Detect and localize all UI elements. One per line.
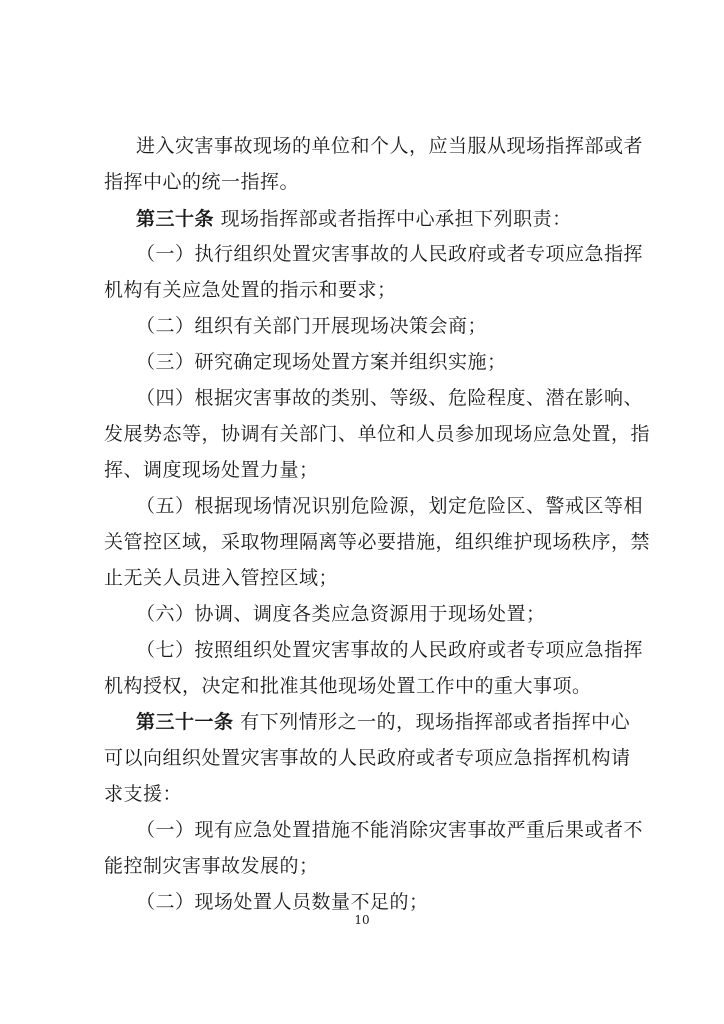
paragraph-text: 现场指挥部或者指挥中心承担下列职责：	[220, 208, 572, 230]
page-number: 10	[354, 913, 370, 927]
paragraph-line: 挥、调度现场处置力量；	[104, 459, 319, 481]
paragraph-line: 可以向组织处置灾害事故的人民政府或者专项应急指挥机构请	[104, 747, 631, 769]
paragraph-line: （二）现场处置人员数量不足的；	[136, 891, 429, 913]
article-30-paragraph	[136, 207, 656, 231]
paragraph-line: 进入灾害事故现场的单位和个人，应当服从现场指挥部或者	[136, 135, 644, 157]
paragraph-line: 发展势态等，协调有关部门、单位和人员参加现场应急处置，指	[104, 423, 651, 445]
paragraph-line: 求支援：	[104, 783, 183, 805]
paragraph-line: 能控制灾害事故发展的；	[104, 855, 319, 877]
paragraph-line: （六）协调、调度各类应急资源用于现场处置；	[136, 603, 546, 625]
article-31-heading: 第三十一条	[136, 711, 234, 733]
paragraph-line: 机构有关应急处置的指示和要求；	[104, 279, 397, 301]
paragraph-line: （四）根据灾害事故的类别、等级、危险程度、潜在影响、	[136, 387, 644, 409]
article-30-heading: 第三十条	[136, 208, 215, 230]
paragraph-line: （二）组织有关部门开展现场决策会商；	[136, 315, 488, 337]
paragraph-line: 止无关人员进入管控区域；	[104, 567, 339, 589]
paragraph-line: （五）根据现场情况识别危险源，划定危险区、警戒区等相	[136, 495, 644, 517]
paragraph-line: 机构授权，决定和批准其他现场处置工作中的重大事项。	[104, 675, 592, 697]
paragraph-line: 指挥中心的统一指挥。	[104, 171, 300, 193]
paragraph-line: （一）现有应急处置措施不能消除灾害事故严重后果或者不	[136, 819, 644, 841]
article-31-paragraph	[136, 710, 631, 734]
paragraph-line: 关管控区域，采取物理隔离等必要措施，组织维护现场秩序，禁	[104, 531, 651, 553]
paragraph-text: 有下列情形之一的，现场指挥部或者指挥中心	[240, 711, 631, 733]
paragraph-line: （一）执行组织处置灾害事故的人民政府或者专项应急指挥	[136, 243, 644, 265]
paragraph-line: （七）按照组织处置灾害事故的人民政府或者专项应急指挥	[136, 639, 644, 661]
paragraph-line: （三）研究确定现场处置方案并组织实施；	[136, 351, 507, 373]
